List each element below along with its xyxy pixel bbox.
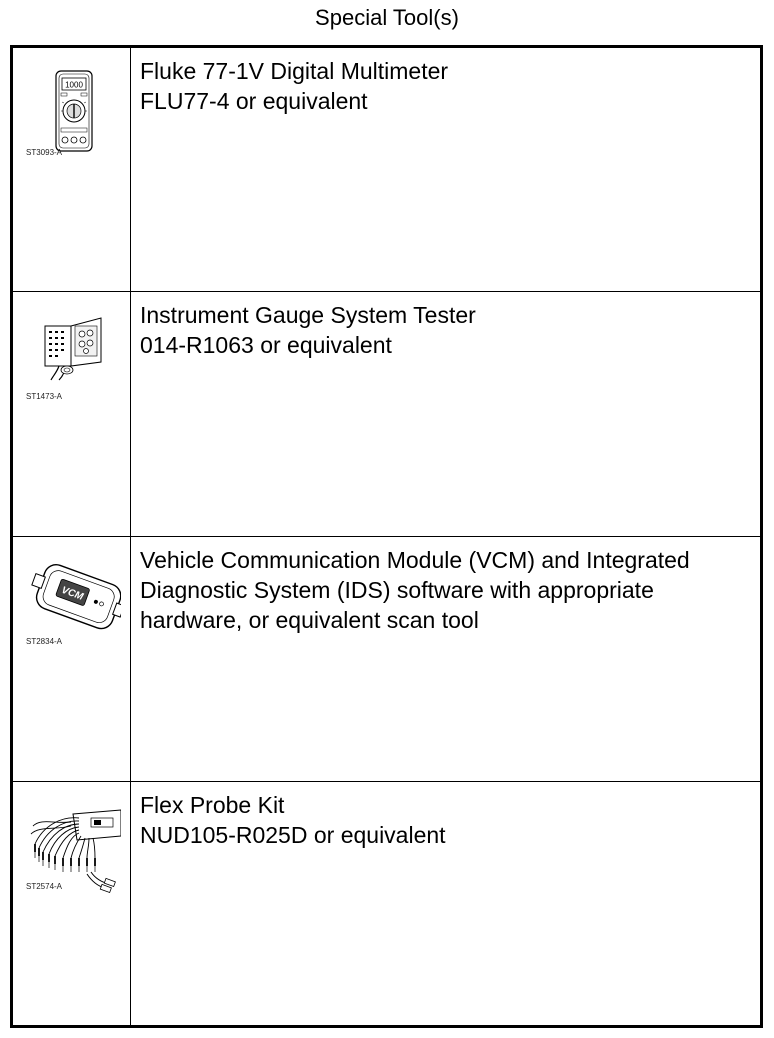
tool-name: Fluke 77-1V Digital Multimeter [140, 58, 449, 84]
tool-description-line: hardware, or equivalent scan tool [140, 607, 479, 633]
tool-illustration-cell [12, 292, 131, 537]
tool-description-cell [131, 537, 762, 782]
tool-name: Instrument Gauge System Tester [140, 302, 476, 328]
illustration-code: ST3093-A [26, 148, 63, 157]
tool-illustration-cell [12, 537, 131, 782]
tool-description-line: Diagnostic System (IDS) software with appropriate [140, 577, 654, 603]
page-title: Special Tool(s) [315, 5, 459, 30]
tool-part-number: FLU77-4 or equivalent [140, 88, 368, 114]
tool-illustration-cell [12, 47, 131, 292]
illustration-code: ST1473-A [26, 392, 63, 401]
illustration-code: ST2834-A [26, 637, 63, 646]
tool-illustration-cell [12, 782, 131, 1027]
tool-name: Vehicle Communication Module (VCM) and Integrated [140, 547, 690, 573]
tool-name: Flex Probe Kit [140, 792, 285, 818]
tool-description-cell [131, 782, 762, 1027]
table-row [12, 537, 762, 782]
table-row [12, 47, 762, 292]
illustration-code: ST2574-A [26, 882, 63, 891]
tool-description-cell [131, 292, 762, 537]
tool-description-cell [131, 47, 762, 292]
vcm-label-text: VCM [59, 584, 85, 603]
multimeter-display-text: 1000 [65, 80, 83, 90]
tool-part-number: NUD105-R025D or equivalent [140, 822, 446, 848]
table-row [12, 292, 762, 537]
tool-part-number: 014-R1063 or equivalent [140, 332, 392, 358]
special-tools-table [10, 45, 763, 1028]
table-row [12, 782, 762, 1027]
